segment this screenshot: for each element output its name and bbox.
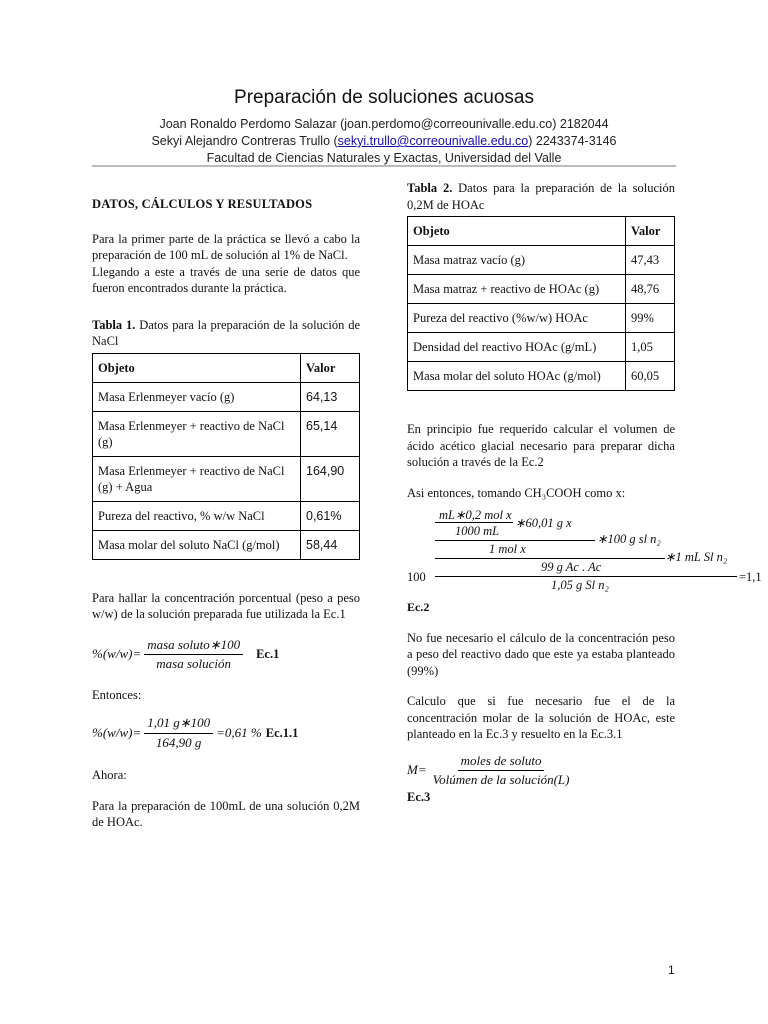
left-para-1: Para la primer parte de la práctica se llevó a cabo la preparación de 100 mL de solución al 1% de NaCl. [92,231,360,262]
table2-cell: 1,05 [626,333,675,362]
left-column [92,196,360,831]
table-row [93,411,360,456]
table1-cell: 58,44 [301,530,360,559]
table-row [93,501,360,530]
left-para-3: Para hallar la concentración porcentual (peso a peso w/w) de la solución preparada fue utilizada la Ec.1 [92,590,360,621]
eq1-lhs: %(w/w)= [92,646,142,662]
table-row [408,275,675,304]
table-row [93,530,360,559]
equation-1-1 [92,715,360,751]
ahora-text: Ahora: [92,768,127,782]
eq2-term-1: ∗60,01 g x [515,516,572,530]
table2-caption-text: Datos para la preparación de la solución 0,2M de HOAc [407,181,675,212]
document-title: Preparación de soluciones acuosas [234,87,534,108]
table1-cell: Masa Erlenmeyer vacío (g) [93,382,301,411]
table2-caption [407,180,675,213]
header-divider [92,165,676,167]
right-column [407,180,762,805]
table1-cell: Masa Erlenmeyer + reactivo de NaCl (g) + Agua [93,456,301,501]
table-row [408,362,675,391]
left-para-2: Llegando a este a través de una serie de datos que fueron encontrados durante la práctica. [92,264,360,295]
table2-caption-label: Tabla 2. [407,181,453,195]
entonces-text: Entonces: [92,687,142,702]
eq11-label: Ec.1.1 [265,725,299,740]
eq2-numerator-1: mL∗0,2 mol x [439,508,512,522]
table-row [93,382,360,411]
table2-cell: Densidad del reactivo HOAc (g/mL) [408,333,626,362]
table1-cell: 64,13 [301,382,360,411]
eq2-denominator-3: 99 g Ac . Ac [541,560,602,574]
author-2-email-link[interactable]: sekyi.trullo@correounivalle.edu.co [337,134,529,148]
eq11-fraction [144,715,213,751]
equation-1 [92,637,360,673]
table1-caption-label: Tabla 1. [92,317,136,332]
table-row [408,333,675,362]
eq3-numerator: moles de soluto [458,753,545,772]
table-2 [407,216,675,391]
right-para-3: No fue necesario el cálculo de la concentración peso a peso del reactivo dado que este ya estaba planteado (99%) [407,630,675,678]
table1-caption-text: Datos para la preparación de la solución de NaCl [92,317,360,348]
affiliation: Facultad de Ciencias Naturales y Exactas, Universidad del Valle [206,151,562,165]
table1-header-objeto: Objeto [93,353,301,382]
eq2-denominator-4: 1,05 g Sl n₂ [551,578,609,592]
table2-cell: Masa molar del soluto HOAc (g/mol) [408,362,626,391]
author-line-1: Joan Ronaldo Perdomo Salazar (joan.perdomo@correounivalle.edu.co) 2182044 [159,117,609,131]
eq2-term-3: ∗1 mL Sl n₂ [665,550,728,564]
eq3-fraction [430,753,573,789]
table2-cell: 48,76 [626,275,675,304]
eq3-label: Ec.3 [407,789,431,804]
equation-3 [407,753,675,789]
eq1-fraction [144,637,243,673]
eq2-term-2: ∗100 g sl n₂ [597,532,661,546]
table2-header-row [408,217,675,246]
table1-caption [92,317,360,350]
eq11-rhs: =0,61 % [216,724,262,740]
table2-header-valor: Valor [626,217,675,246]
table1-cell: Masa Erlenmeyer + reactivo de NaCl (g) [93,411,301,456]
table1-cell: 164,90 [301,456,360,501]
table-row [93,456,360,501]
table2-cell: Masa matraz + reactivo de HOAc (g) [408,275,626,304]
table-row [408,246,675,275]
table1-cell: Pureza del reactivo, % w/w NaCl [93,501,301,530]
author-2-rest: ) 2243374-3146 [528,134,617,148]
eq1-label: Ec.1 [256,647,280,662]
eq2-label: Ec.2 [407,600,430,614]
table2-cell: 99% [626,304,675,333]
author-line-2 [0,133,768,150]
table2-header-objeto: Objeto [408,217,626,246]
table-1 [92,353,360,560]
eq11-denominator: 164,90 g [155,734,202,750]
eq11-numerator: 1,01 g∗100 [144,715,213,734]
eq1-numerator: masa soluto∗100 [144,637,243,656]
table1-cell: 0,61% [301,501,360,530]
eq3-denominator: Volúmen de la solución(L) [432,772,570,787]
table1-header-valor: Valor [301,353,360,382]
table1-cell: Masa molar del soluto NaCl (g/mol) [93,530,301,559]
right-para-2: Asi entonces, tomando CH₃COOH como x: [407,485,626,500]
eq2-lead: 100 [407,570,426,584]
table1-header-row [93,353,360,382]
equation-2 [407,507,762,599]
table1-cell: 65,14 [301,411,360,456]
table-row [408,304,675,333]
eq3-lhs: M= [407,762,427,778]
eq2-denominator-1: 1000 mL [455,524,500,538]
author-2-name: Sekyi Alejandro Contreras Trullo ( [151,134,338,148]
section-title: DATOS, CÁLCULOS Y RESULTADOS [92,197,313,211]
eq2-denominator-2: 1 mol x [489,542,526,556]
table2-cell: 47,43 [626,246,675,275]
document-header [0,86,768,167]
right-para-4: Calculo que si fue necesario fue el de la concentración molar de la solución de HOAc, este planteado en la Ec.3 y resuelto en la Ec.3.1 [407,694,675,741]
table2-cell: 60,05 [626,362,675,391]
table2-cell: Pureza del reactivo (%w/w) HOAc [408,304,626,333]
eq1-denominator: masa solución [156,656,232,671]
eq11-lhs: %(w/w)= [92,724,142,740]
left-para-4: Para la preparación de 100mL de una solución 0,2M de HOAc. [92,798,360,829]
right-para-1: En principio fue requerido calcular el volumen de ácido acético glacial necesario para preparar dicha solución a través de la Ec.2 [407,422,675,469]
page-number: 1 [668,963,675,977]
table2-cell: Masa matraz vacío (g) [408,246,626,275]
eq2-result: =1,1 [739,570,762,584]
